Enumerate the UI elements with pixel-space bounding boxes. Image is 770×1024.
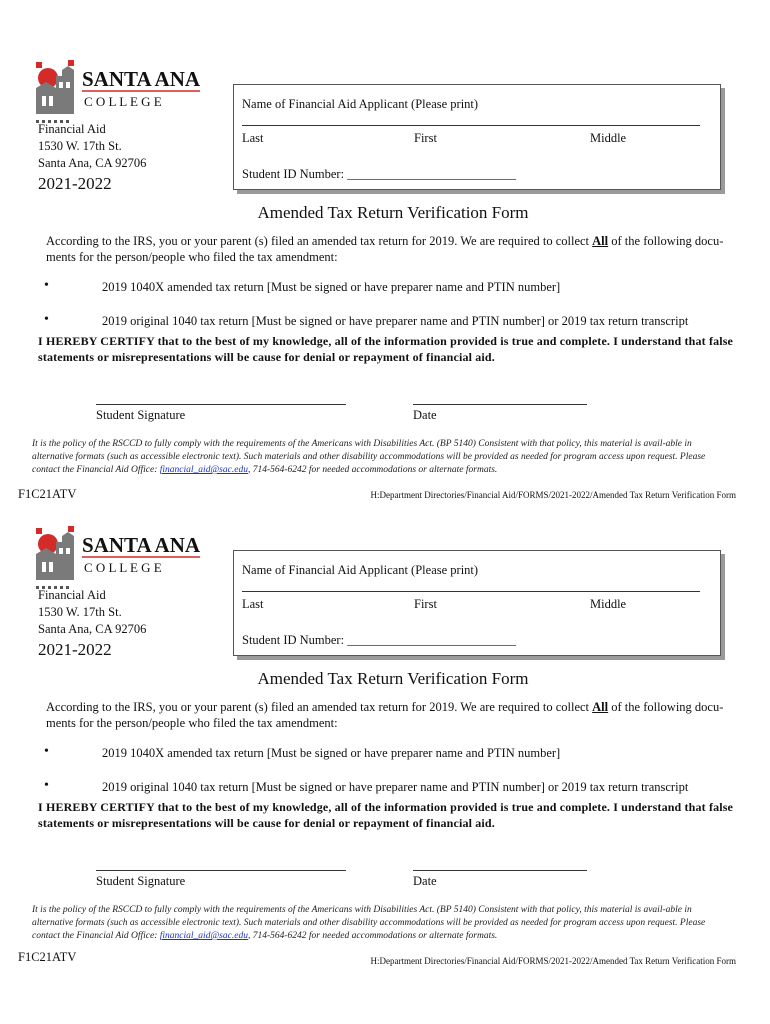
office-address: [38, 587, 146, 638]
file-path: H:Department Directories/Financial Aid/FORMS/2021-2022/Amended Tax Return Verification Form: [370, 956, 736, 966]
document-requirement: 2019 original 1040 tax return [Must be signed or have preparer name and PTIN number] or 2019 tax return transcript: [102, 314, 689, 328]
intro-emphasis: All: [592, 700, 609, 714]
document-requirement: 2019 original 1040 tax return [Must be signed or have preparer name and PTIN number] or 2019 tax return transcript: [102, 780, 689, 794]
form-code: F1C21ATV: [18, 950, 77, 964]
college-logo: [32, 58, 204, 124]
address-line: Financial Aid: [38, 588, 106, 602]
address-line: Santa Ana, CA 92706: [38, 156, 147, 170]
form-code: F1C21ATV: [18, 487, 77, 501]
file-path: H:Department Directories/Financial Aid/FORMS/2021-2022/Amended Tax Return Verification Form: [370, 490, 736, 500]
middle-name-label: Middle: [590, 131, 627, 145]
college-logo: [32, 524, 204, 590]
address-line: Financial Aid: [38, 122, 106, 136]
bullet-icon: •: [44, 278, 49, 293]
form-title: Amended Tax Return Verification Form: [257, 203, 529, 222]
middle-name-label: Middle: [590, 597, 627, 611]
certification-statement: I HEREBY CERTIFY that to the best of my knowledge, all of the information provided is true and complete. I understand that false statements or misrepresentations will be cause for denial or repayment of financial aid.: [38, 334, 734, 364]
financial-aid-email-link[interactable]: financial_aid@sac.edu: [159, 931, 248, 941]
policy-text: It is the policy of the RSCCD to fully comply with the requirements of the Americans with Disabilities Act. (BP 5140) Consistent with that policy, this material is avail-able in alternative formats (such as accessible electronic text). Such materials and other disability accommodations will be provided as needed for program access upon request. Please contact the Financial Aid Office:: [32, 439, 706, 475]
financial-aid-email-link[interactable]: financial_aid@sac.edu: [159, 465, 248, 475]
document-requirement: 2019 1040X amended tax return [Must be signed or have preparer name and PTIN number]: [102, 746, 561, 760]
name-field-line[interactable]: [242, 591, 700, 592]
bullet-icon: •: [44, 744, 49, 759]
certification-statement: I HEREBY CERTIFY that to the best of my knowledge, all of the information provided is true and complete. I understand that false statements or misrepresentations will be cause for denial or repayment of financial aid.: [38, 800, 734, 830]
student-id-field[interactable]: Student ID Number: ___________________________: [242, 167, 516, 181]
date-line[interactable]: [413, 870, 587, 871]
applicant-name-heading: Name of Financial Aid Applicant (Please print): [242, 97, 479, 111]
bullet-icon: •: [44, 312, 49, 327]
student-id-field[interactable]: Student ID Number: ___________________________: [242, 633, 516, 647]
first-name-label: First: [414, 597, 437, 611]
intro-text: of the following docu-ments for the person/people who filed the tax amendment:: [46, 700, 724, 730]
signature-line[interactable]: [96, 404, 346, 405]
form-title: Amended Tax Return Verification Form: [257, 669, 529, 688]
form-copy-2: [0, 466, 770, 966]
form-copy-1: [0, 0, 770, 501]
intro-emphasis: All: [592, 234, 609, 248]
last-name-label: Last: [242, 131, 264, 145]
first-name-label: First: [414, 131, 437, 145]
document-requirement: 2019 1040X amended tax return [Must be signed or have preparer name and PTIN number]: [102, 280, 561, 294]
policy-text: It is the policy of the RSCCD to fully comply with the requirements of the Americans with Disabilities Act. (BP 5140) Consistent with that policy, this material is avail-able in alternative formats (such as accessible electronic text). Such materials and other disability accommodations will be provided as needed for program access upon request. Please contact the Financial Aid Office:: [32, 905, 706, 941]
policy-text: , 714-564-6242 for needed accommodations or alternate formats.: [247, 931, 498, 941]
address-line: 1530 W. 17th St.: [38, 139, 122, 153]
signature-label: Student Signature: [96, 408, 186, 422]
college-subname: C O L L E G E: [84, 560, 162, 575]
college-subname: C O L L E G E: [84, 94, 162, 109]
date-line[interactable]: [413, 404, 587, 405]
signature-label: Student Signature: [96, 874, 186, 888]
bullet-icon: •: [44, 778, 49, 793]
intro-paragraph: [46, 699, 736, 731]
name-field-line[interactable]: [242, 125, 700, 126]
ada-policy-notice: [32, 904, 722, 943]
applicant-info-box: [233, 84, 721, 190]
college-name: SANTA ANA: [82, 533, 201, 557]
intro-text: According to the IRS, you or your parent (s) filed an amended tax return for 2019. We are required to collect: [46, 234, 593, 248]
last-name-label: Last: [242, 597, 264, 611]
award-year: 2021-2022: [38, 640, 112, 659]
signature-line[interactable]: [96, 870, 346, 871]
date-label: Date: [413, 408, 437, 422]
college-name: SANTA ANA: [82, 67, 201, 91]
address-line: Santa Ana, CA 92706: [38, 622, 147, 636]
intro-text: of the following docu-ments for the person/people who filed the tax amendment:: [46, 234, 724, 264]
applicant-name-heading: Name of Financial Aid Applicant (Please print): [242, 563, 479, 577]
award-year: 2021-2022: [38, 174, 112, 193]
applicant-info-box: [233, 550, 721, 656]
office-address: [38, 121, 146, 172]
intro-paragraph: [46, 233, 736, 265]
policy-text: , 714-564-6242 for needed accommodations or alternate formats.: [247, 465, 498, 475]
date-label: Date: [413, 874, 437, 888]
intro-text: According to the IRS, you or your parent (s) filed an amended tax return for 2019. We are required to collect: [46, 700, 593, 714]
address-line: 1530 W. 17th St.: [38, 605, 122, 619]
